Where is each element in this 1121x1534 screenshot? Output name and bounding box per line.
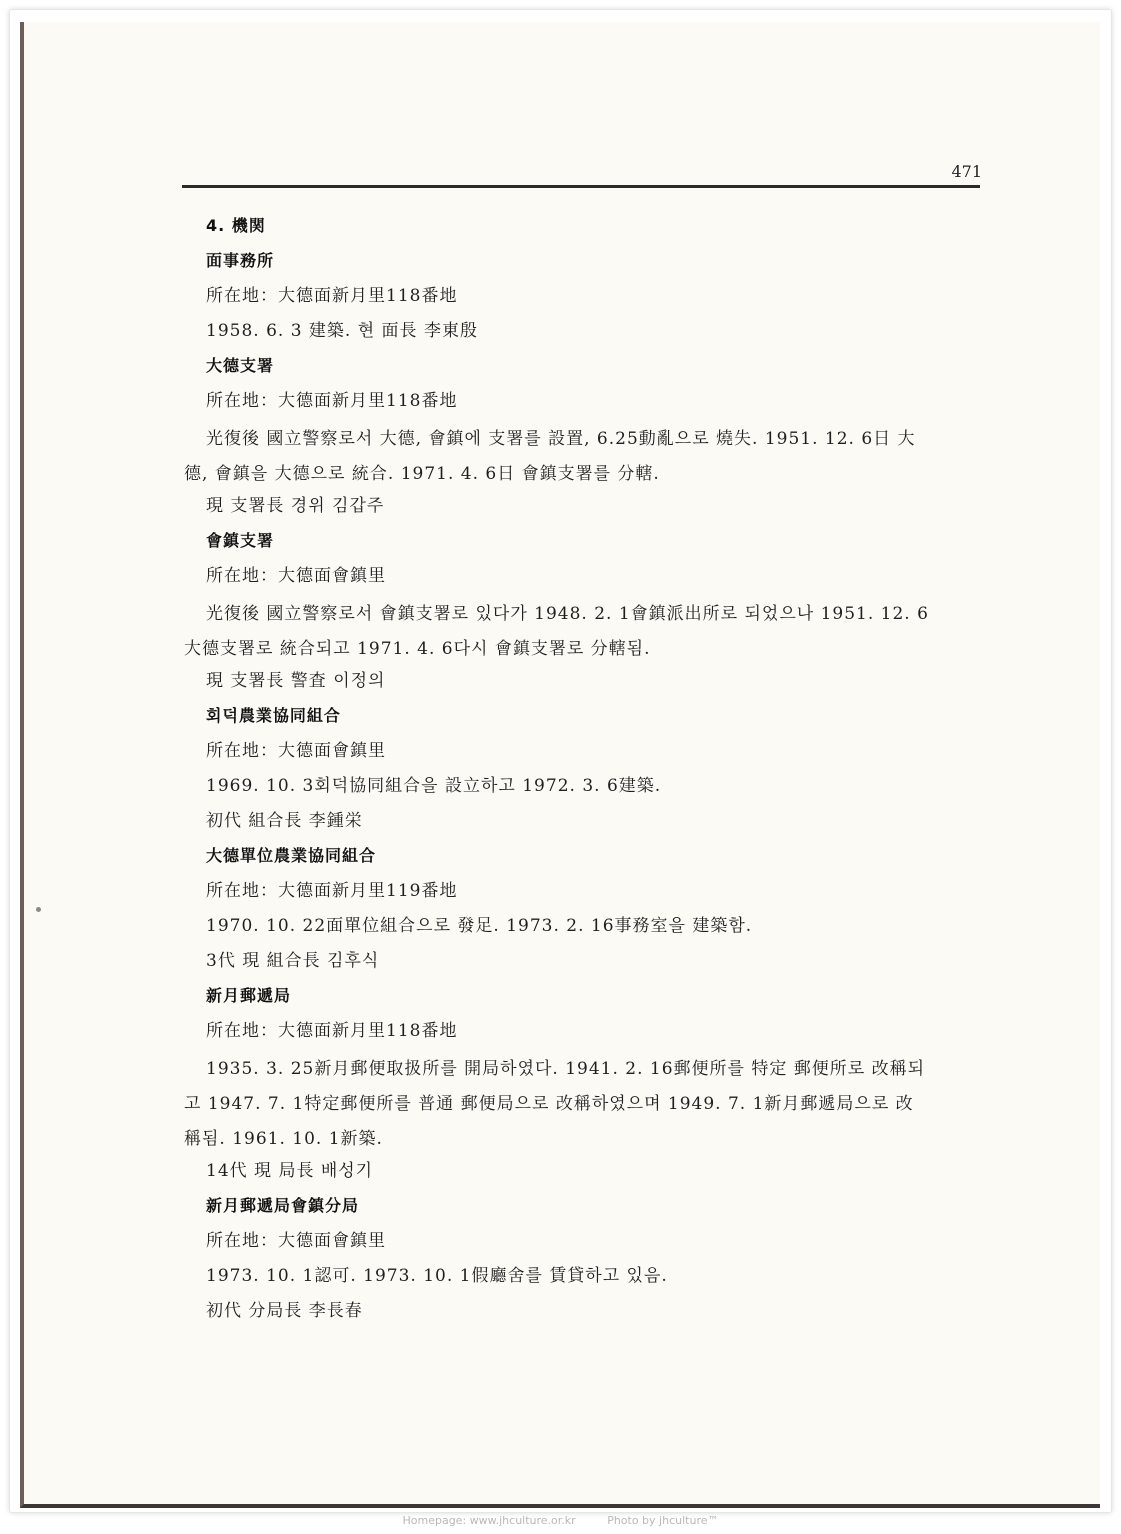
section-title: 4. 機関 [206,216,266,235]
org-head: 現 支署長 경위 김갑주 [206,496,385,516]
org-location: 所在地：大德面新月里118番地 [206,1021,458,1041]
org-head: 初代 組合長 李鍾栄 [206,811,363,831]
photo-credit: Photo by jhculture™ [607,1514,719,1527]
org-history [184,422,976,492]
photo-credit-footer [0,1514,1121,1527]
org-history-line: 稱됨. 1961. 10. 1新築. [184,1129,383,1149]
org-name: 회덕農業協同組合 [206,706,341,725]
org-history: 1973. 10. 1認可. 1973. 10. 1假廳舍를 賃貸하고 있음. [206,1266,668,1286]
org-history-line: 德, 會鎮을 大德으로 統合. 1971. 4. 6日 會鎮支署를 分轄. [184,464,660,484]
org-history [184,1052,976,1157]
org-history: 1958. 6. 3 建築. 현 面長 李東殷 [206,321,478,341]
org-location: 所在地：大德面新月里118番地 [206,391,458,411]
paper-speck [36,907,41,912]
org-history-line: 1935. 3. 25新月郵便取扱所를 開局하였다. 1941. 2. 16郵便所를 特定 郵便所로 改稱되 [206,1059,926,1079]
org-head: 初代 分局長 李長春 [206,1301,363,1321]
org-location: 所在地：大德面會鎮里 [206,741,386,761]
org-name: 大德支署 [206,356,275,375]
header-rule [182,185,980,188]
org-name: 大德單位農業協同組合 [206,846,377,865]
org-location: 所在地：大德面新月里118番地 [206,286,458,306]
org-history-line: 光復後 國立警察로서 會鎮支署로 있다가 1948. 2. 1會鎮派出所로 되었으나 1951. 12. 6 [206,604,929,624]
org-location: 所在地：大德面新月里119番地 [206,881,458,901]
org-head: 14代 現 局長 배성기 [206,1161,374,1181]
org-history: 1970. 10. 22面單位組合으로 發足. 1973. 2. 16事務室을 建築함. [206,916,753,936]
org-history: 1969. 10. 3회덕協同組合을 設立하고 1972. 3. 6建築. [206,776,662,796]
org-name: 會鎮支署 [206,531,275,550]
org-history-line: 光復後 國立警察로서 大德, 會鎮에 支署를 設置, 6.25動亂으로 燒失. 1951. 12. 6日 大 [206,429,916,449]
book-page [20,22,1100,1508]
page-number: 471 [951,162,982,181]
org-history [184,597,976,667]
org-head: 3代 現 組合長 김후식 [206,951,380,971]
org-name: 新月郵遞局 [206,986,292,1005]
page-content [184,212,976,1332]
org-name: 新月郵遞局會鎮分局 [206,1196,360,1215]
org-history-line: 고 1947. 7. 1特定郵便所를 普通 郵便局으로 改稱하였으며 1949. 7. 1新月郵遞局으로 改 [184,1094,914,1114]
homepage-link[interactable]: Homepage: www.jhculture.or.kr [402,1514,576,1527]
org-head: 現 支署長 警査 이정의 [206,671,386,691]
org-name: 面事務所 [206,251,275,270]
org-location: 所在地：大德面會鎮里 [206,1231,386,1251]
org-location: 所在地：大德面會鎮里 [206,566,386,586]
org-history-line: 大德支署로 統合되고 1971. 4. 6다시 會鎮支署로 分轄됨. [184,639,651,659]
